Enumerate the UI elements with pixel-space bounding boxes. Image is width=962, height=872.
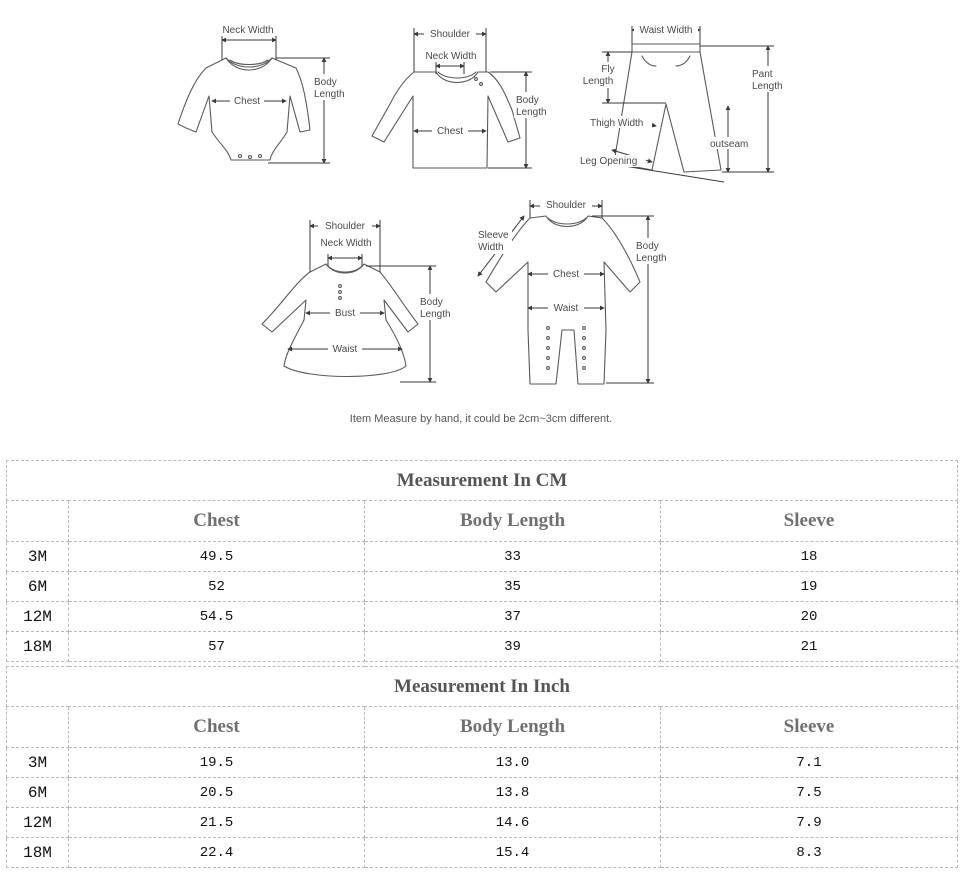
column-header-sleeve: Sleeve <box>661 501 958 542</box>
table-row <box>7 748 958 778</box>
top-collar <box>438 72 476 78</box>
chest-cell: 49.5 <box>69 542 365 572</box>
size-cell: 18M <box>7 838 69 868</box>
column-header-body-length: Body Length <box>365 707 661 748</box>
snap-button <box>239 155 242 158</box>
chest-label: Chest <box>552 269 580 280</box>
waist-label: Waist <box>332 344 358 355</box>
table-row <box>7 808 958 838</box>
waist-label: Waist <box>553 303 579 314</box>
pants-outline <box>614 52 721 172</box>
body-length-cell: 35 <box>365 572 661 602</box>
chest-cell: 20.5 <box>69 778 365 808</box>
body-length-cell: 13.0 <box>365 748 661 778</box>
measurement-table-cm <box>6 460 958 662</box>
pants-waistband <box>632 44 700 52</box>
top-outline <box>372 72 520 168</box>
bodysuit-diagram <box>178 25 350 163</box>
dress-diagram <box>262 219 458 382</box>
header-empty-cell <box>7 707 69 748</box>
snap-button <box>259 155 262 158</box>
size-cell: 12M <box>7 602 69 632</box>
column-header-chest: Chest <box>69 501 365 542</box>
body-length-cell: 15.4 <box>365 838 661 868</box>
pants-diagram <box>578 23 790 182</box>
neck-width-label: Neck Width <box>222 25 274 36</box>
sleeve-cell: 21 <box>661 632 958 662</box>
pant-length-label: Pant <box>752 69 773 80</box>
shoulder-label: Shoulder <box>324 221 366 232</box>
sleeve-cell: 8.3 <box>661 838 958 868</box>
bodysuit-outline <box>178 58 310 160</box>
measurement-table-inch <box>6 666 958 868</box>
size-cell: 6M <box>7 778 69 808</box>
chest-cell: 57 <box>69 632 365 662</box>
chest-label: Chest <box>233 96 261 107</box>
table-row <box>7 632 958 662</box>
column-header-body-length: Body Length <box>365 501 661 542</box>
chest-cell: 19.5 <box>69 748 365 778</box>
sleeve-cell: 19 <box>661 572 958 602</box>
body-length-label: Body <box>420 297 443 308</box>
body-length-label-2: Length <box>420 309 451 320</box>
outseam-label: outseam <box>710 139 749 150</box>
snap-button <box>249 156 252 159</box>
shoulder-label: Shoulder <box>545 200 587 211</box>
body-length-cell: 37 <box>365 602 661 632</box>
body-length-cell: 33 <box>365 542 661 572</box>
thigh-width-label: Thigh Width <box>590 118 644 129</box>
sleeve-cell: 7.5 <box>661 778 958 808</box>
header-empty-cell <box>7 501 69 542</box>
table-row <box>7 778 958 808</box>
sleeve-cell: 7.1 <box>661 748 958 778</box>
body-length-label-2: Length <box>314 89 345 100</box>
measurement-note: Item Measure by hand, it could be 2cm~3cm different. <box>349 413 613 425</box>
size-cell: 6M <box>7 572 69 602</box>
table-row <box>7 542 958 572</box>
size-cell: 18M <box>7 632 69 662</box>
body-length-label-2: Length <box>516 107 547 118</box>
chest-label: Chest <box>436 126 464 137</box>
shoulder-label: Shoulder <box>429 29 471 40</box>
pant-length-label-2: Length <box>752 81 783 92</box>
sleeve-width-label-2: Width <box>478 242 504 253</box>
neck-width-label: Neck Width <box>425 51 477 62</box>
chest-cell: 21.5 <box>69 808 365 838</box>
bust-label: Bust <box>334 308 356 319</box>
table-title: Measurement In CM <box>7 461 958 501</box>
dress-collar <box>328 266 362 272</box>
neck-width-label: Neck Width <box>320 238 372 249</box>
table-row <box>7 572 958 602</box>
chest-cell: 52 <box>69 572 365 602</box>
body-length-cell: 14.6 <box>365 808 661 838</box>
table-row <box>7 838 958 868</box>
column-header-chest: Chest <box>69 707 365 748</box>
romper-diagram <box>476 199 674 384</box>
sleeve-cell: 7.9 <box>661 808 958 838</box>
sleeve-cell: 18 <box>661 542 958 572</box>
size-cell: 12M <box>7 808 69 838</box>
leg-opening-label: Leg Opening <box>580 156 638 167</box>
body-length-label: Body <box>516 95 539 106</box>
size-cell: 3M <box>7 542 69 572</box>
body-length-label: Body <box>636 241 659 252</box>
table-row <box>7 602 958 632</box>
body-length-cell: 39 <box>365 632 661 662</box>
top-diagram <box>372 27 554 168</box>
fly-length-label: Fly <box>601 64 615 75</box>
size-cell: 3M <box>7 748 69 778</box>
body-length-label: Body <box>314 77 337 88</box>
sleeve-cell: 20 <box>661 602 958 632</box>
column-header-sleeve: Sleeve <box>661 707 958 748</box>
sleeve-width-label: Sleeve <box>478 230 509 241</box>
fly-length-label-2: Length <box>582 76 614 87</box>
body-length-cell: 13.8 <box>365 778 661 808</box>
dress-outline <box>262 264 418 377</box>
waist-width-label: Waist Width <box>639 25 693 36</box>
chest-cell: 54.5 <box>69 602 365 632</box>
table-title: Measurement In Inch <box>7 667 958 707</box>
body-length-label-2: Length <box>636 253 667 264</box>
chest-cell: 22.4 <box>69 838 365 868</box>
